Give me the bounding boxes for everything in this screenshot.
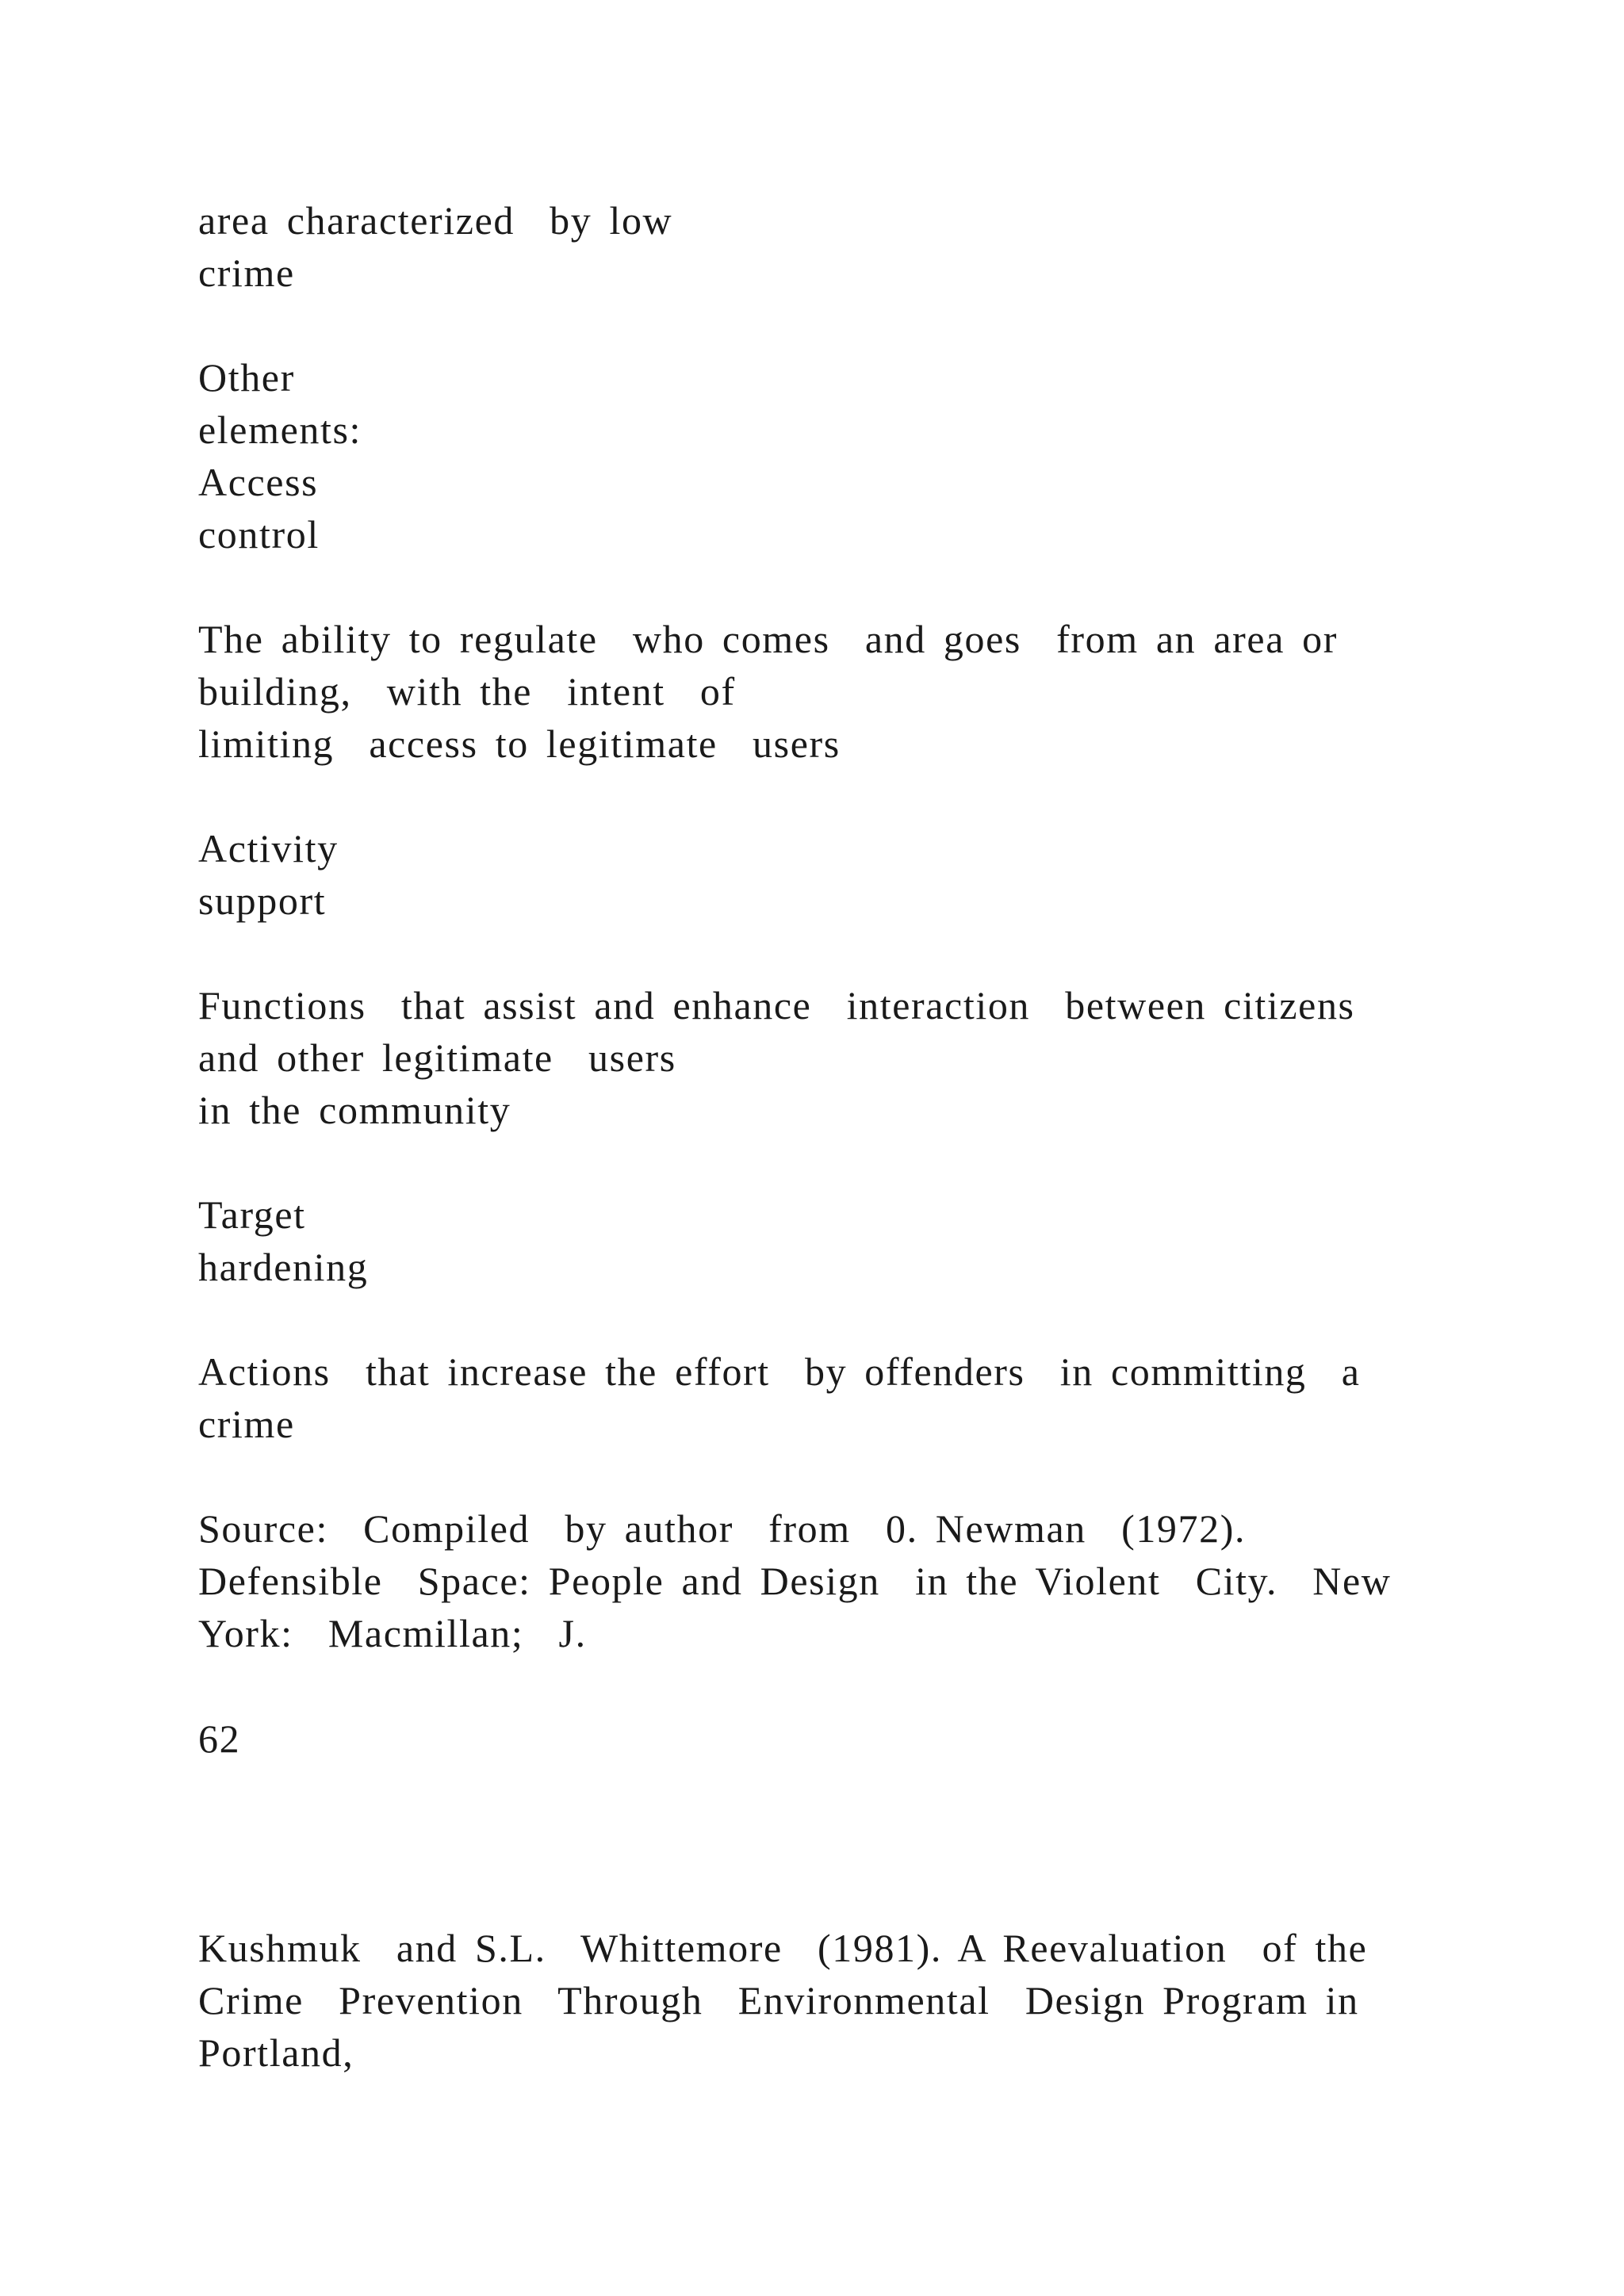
access-control-definition-line-3: limiting access to legitimate users bbox=[198, 721, 841, 766]
activity-support-term-line-1: Activity bbox=[198, 826, 339, 871]
target-hardening-definition-line-1: Actions that increase the effort by offenders in committing a bbox=[198, 1349, 1361, 1394]
continuation-line-1: Kushmuk and S.L. Whittemore (1981). A Reevaluation of the bbox=[198, 1926, 1368, 1970]
activity-support-definition-line-3: in the community bbox=[198, 1088, 511, 1132]
target-hardening-definition-line-2: crime bbox=[198, 1402, 295, 1446]
access-control-term-line-2: control bbox=[198, 512, 320, 557]
activity-support-term-line-2: support bbox=[198, 878, 327, 923]
target-hardening-term-line-2: hardening bbox=[198, 1245, 369, 1289]
source-line-1: Source: Compiled by author from 0. Newman (1972). bbox=[198, 1506, 1247, 1551]
fragment-line-1: area characterized by low bbox=[198, 198, 673, 243]
source-line-3: York: Macmillan; J. bbox=[198, 1611, 587, 1655]
target-hardening-term-line-1: Target bbox=[198, 1192, 306, 1237]
continuation-line-3: Portland, bbox=[198, 2030, 354, 2075]
section-heading-line-1: Other bbox=[198, 355, 295, 400]
access-control-definition-line-2: building, with the intent of bbox=[198, 669, 736, 714]
continuation-line-2: Crime Prevention Through Environmental Design Program in bbox=[198, 1978, 1359, 2022]
section-heading-line-2: elements: bbox=[198, 408, 362, 452]
fragment-line-2: crime bbox=[198, 251, 295, 295]
activity-support-definition-line-2: and other legitimate users bbox=[198, 1035, 676, 1080]
source-line-2: Defensible Space: People and Design in the Violent City. New bbox=[198, 1559, 1392, 1603]
access-control-term-line-1: Access bbox=[198, 460, 319, 504]
page-number: 62 bbox=[198, 1716, 241, 1761]
activity-support-definition-line-1: Functions that assist and enhance interaction between citizens bbox=[198, 983, 1355, 1027]
access-control-definition-line-1: The ability to regulate who comes and goes from an area or bbox=[198, 617, 1338, 661]
